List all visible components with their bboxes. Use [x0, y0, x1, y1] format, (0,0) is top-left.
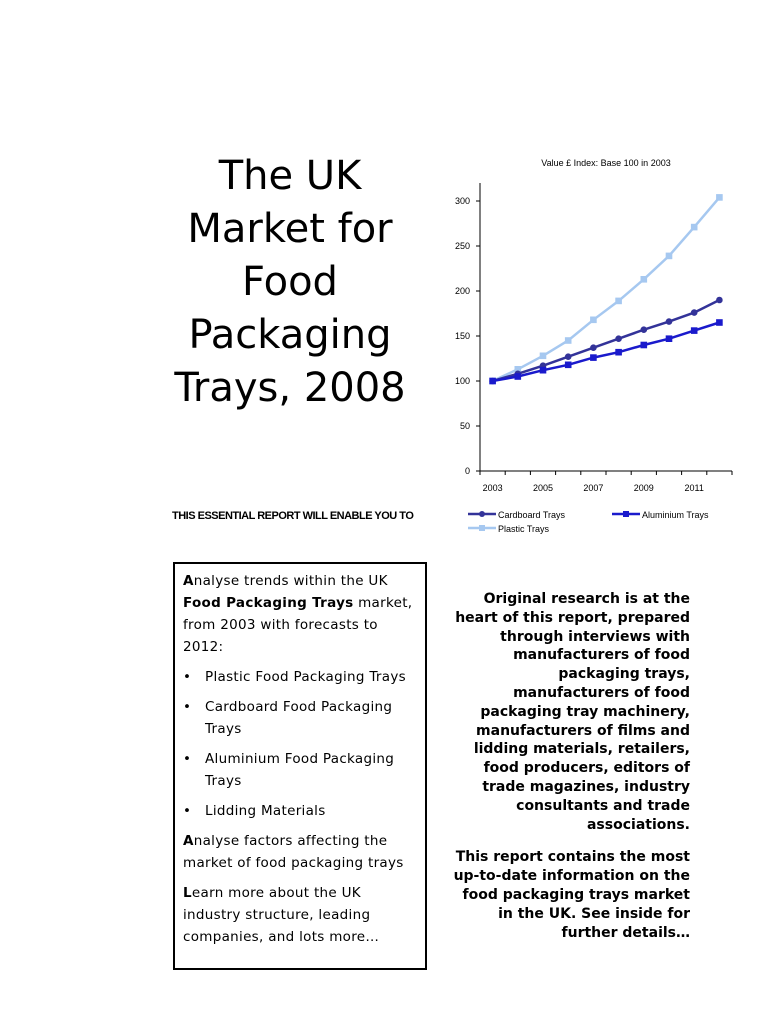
data-point	[590, 317, 597, 324]
data-point	[615, 349, 622, 356]
drop-letter: L	[183, 885, 192, 901]
data-point	[641, 326, 648, 333]
research-paragraph: Original research is at the heart of this report, prepared through interviews with manufacturers of food packaging trays, manufacturers of food packaging tray machinery, manufacturers of films and lidding materials, retailers, food producers, editors of trade magazines, industry consultants and trade associations.	[455, 591, 690, 833]
y-tick-label: 150	[454, 331, 470, 341]
data-point	[691, 224, 698, 231]
benefit-text: nalyse factors affecting the market of food packaging trays	[183, 833, 404, 871]
title-line: Market for	[187, 206, 393, 252]
benefit-industry	[183, 882, 417, 948]
bullet-icon: •	[183, 803, 192, 819]
drop-letter: A	[183, 833, 194, 849]
drop-letter: A	[183, 573, 194, 589]
benefit-factors	[183, 830, 417, 874]
legend-label: Plastic Trays	[498, 524, 550, 534]
x-tick-label: 2003	[482, 483, 503, 493]
y-tick-label: 250	[454, 241, 470, 251]
series-line-plastic-trays	[493, 197, 720, 381]
data-point	[666, 335, 673, 342]
list-item	[183, 800, 417, 822]
title-line: Packaging	[188, 312, 392, 358]
segment-list	[183, 666, 417, 822]
benefits-box	[173, 562, 427, 970]
x-tick-label: 2009	[633, 483, 654, 493]
y-tick-label: 300	[454, 196, 470, 206]
y-tick-label: 100	[454, 376, 470, 386]
data-point	[716, 319, 723, 326]
list-item	[183, 748, 417, 792]
legend-label: Aluminium Trays	[642, 510, 709, 520]
legend-marker	[623, 511, 629, 517]
benefit-text: market, from 2003 with forecasts to 2012:	[183, 595, 413, 655]
data-point	[540, 353, 547, 360]
data-point	[666, 253, 673, 260]
tagline: THIS ESSENTIAL REPORT WILL ENABLE YOU TO	[172, 510, 414, 522]
chart-svg	[440, 150, 770, 550]
data-point	[691, 327, 698, 334]
legend-label: Cardboard Trays	[498, 510, 566, 520]
x-tick-label: 2007	[583, 483, 604, 493]
data-point	[489, 378, 496, 385]
data-point	[691, 309, 698, 316]
data-point	[615, 298, 622, 305]
data-point	[565, 362, 572, 369]
data-point	[515, 373, 522, 380]
data-point	[716, 194, 723, 201]
data-point	[590, 344, 597, 351]
benefit-trends	[183, 570, 417, 658]
contents-paragraph: This report contains the most up-to-date information on the food packaging trays market in the UK. See inside for further details…	[453, 849, 690, 941]
bullet-icon: •	[183, 751, 192, 767]
list-item	[183, 666, 417, 688]
data-point	[540, 367, 547, 374]
data-point	[641, 276, 648, 283]
data-point	[615, 335, 622, 342]
data-point	[716, 297, 723, 304]
series-line-cardboard-trays	[493, 300, 720, 381]
legend-marker	[479, 525, 485, 531]
bullet-icon: •	[183, 699, 192, 715]
data-point	[565, 337, 572, 344]
list-item	[183, 696, 417, 740]
x-tick-label: 2005	[532, 483, 554, 493]
data-point	[565, 353, 572, 360]
x-tick-label: 2011	[684, 483, 704, 493]
benefit-text: earn more about the UK industry structure, leading companies, and lots more…	[183, 885, 380, 945]
index-chart	[440, 150, 770, 550]
benefit-emphasis: Food Packaging Trays	[183, 595, 354, 611]
chart-title: Value £ Index: Base 100 in 2003	[541, 158, 671, 168]
y-tick-label: 50	[459, 421, 470, 431]
title-line: Food	[242, 259, 338, 305]
research-blurb	[450, 590, 690, 956]
benefit-text: nalyse trends within the UK	[193, 573, 388, 589]
list-item-label: Cardboard Food Packaging Trays	[205, 699, 393, 737]
title-line: The UK	[218, 153, 362, 199]
y-tick-label: 0	[464, 466, 470, 476]
legend-marker	[479, 511, 485, 517]
list-item-label: Plastic Food Packaging Trays	[205, 669, 406, 685]
data-point	[666, 318, 673, 325]
list-item-label: Lidding Materials	[205, 803, 326, 819]
data-point	[641, 342, 648, 349]
bullet-icon: •	[183, 669, 192, 685]
y-tick-label: 200	[454, 286, 470, 296]
data-point	[590, 354, 597, 361]
title-line: Trays, 2008	[174, 365, 406, 411]
list-item-label: Aluminium Food Packaging Trays	[205, 751, 395, 789]
report-title	[160, 150, 420, 415]
